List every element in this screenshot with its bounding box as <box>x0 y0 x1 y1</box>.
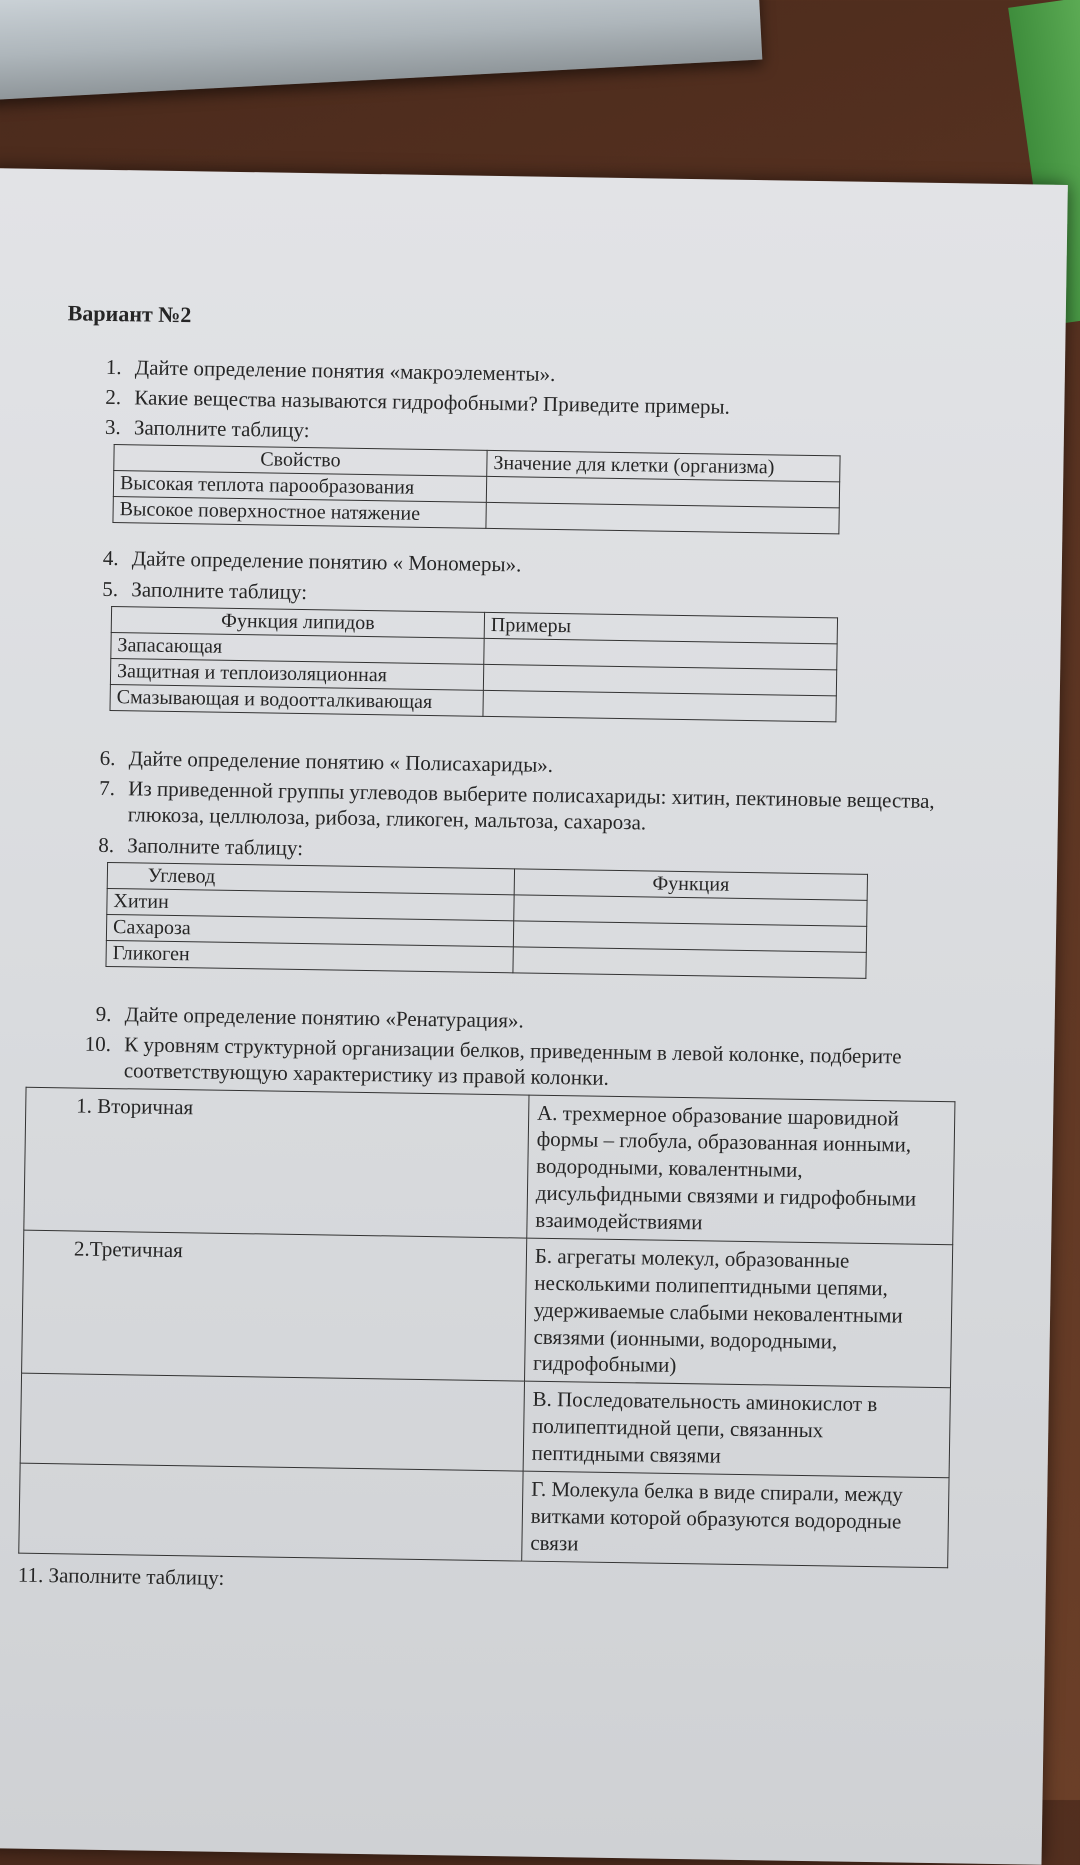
table-row <box>22 1230 953 1388</box>
table-cell: Запасающая <box>111 632 484 664</box>
question-2: 2. Какие вещества называются гидрофобными? Приведите примеры. <box>126 384 966 423</box>
paper-stack-background <box>0 0 762 100</box>
table-header: Функция липидов <box>111 606 484 638</box>
table-row <box>19 1463 949 1567</box>
table-cell[interactable] <box>19 1463 523 1561</box>
table-header: Значение для клетки (организма) <box>487 451 840 483</box>
table-row <box>24 1087 955 1245</box>
table-cell: Смазывающая и водоотталкивающая <box>110 684 483 716</box>
carbohydrate-table <box>105 862 868 979</box>
table-cell: Высокое поверхностное натяжение <box>113 497 486 529</box>
water-properties-table <box>112 444 840 534</box>
table-cell: Б. агрегаты молекул, образованные несколькими полипептидными цепями, удерживаемые слабыми нековалентными связями (ионными, водородными, гидрофобными) <box>524 1238 952 1388</box>
table-header: Примеры <box>484 612 837 644</box>
table-cell: А. трехмерное образование шаровидной формы – глобула, образованная ионными, водородными, ковалентными, дисульфидными связями и гидрофобными взаимодействиями <box>527 1095 955 1245</box>
question-7: 7. Из приведенной группы углеводов выберите полисахариды: хитин, пектиновые вещества, глюкоза, целлюлоза, рибоза, гликоген, мальтоза, сахароза. <box>120 775 961 841</box>
question-8: 8. Заполните таблицу: <box>119 832 959 871</box>
lipid-functions-table <box>109 606 838 722</box>
table-cell: Г. Молекула белка в виде спирали, между витками которой образуются водородные связи <box>522 1471 949 1567</box>
table-cell: Хитин <box>107 888 514 920</box>
table-header: Функция <box>514 869 867 901</box>
table-header: Углевод <box>107 862 514 894</box>
table-cell: Гликоген <box>106 940 513 972</box>
worksheet-page <box>0 168 1068 1865</box>
question-4: 4. Дайте определение понятию « Мономеры». <box>124 545 964 584</box>
table-cell: 1. Вторичная <box>24 1087 529 1238</box>
table-cell[interactable] <box>20 1373 524 1471</box>
question-10: 10. К уровням структурной организации белков, приведенным в левой колонке, подберите соответствующую характеристику из правой колонки. <box>116 1031 957 1097</box>
question-11: 11. Заполните таблицу: <box>17 1562 225 1590</box>
question-5: 5. Заполните таблицу: <box>123 576 963 615</box>
table-cell: Защитная и теплоизоляционная <box>110 658 483 690</box>
question-list-3 <box>59 744 961 871</box>
question-6: 6. Дайте определение понятию « Полисахариды». <box>121 745 961 784</box>
table-header: Свойство <box>114 445 487 477</box>
worksheet-content <box>17 299 968 1602</box>
table-cell: 2.Третичная <box>22 1230 527 1381</box>
protein-structure-matching-table <box>18 1086 955 1568</box>
table-cell: Сахароза <box>106 914 513 946</box>
question-list-4 <box>56 1000 957 1097</box>
question-9: 9. Дайте определение понятию «Ренатурация». <box>117 1001 957 1040</box>
variant-title: Вариант №2 <box>67 300 192 328</box>
question-3: 3. Заполните таблицу: <box>126 414 966 453</box>
table-row <box>20 1373 950 1477</box>
question-list-1 <box>66 353 967 454</box>
table-cell: В. Последовательность аминокислот в полипептидной цепи, связанных пептидными связями <box>523 1381 950 1477</box>
table-cell: Высокая теплота парообразования <box>113 471 486 503</box>
question-1: 1. Дайте определение понятия «макроэлементы». <box>127 354 967 393</box>
